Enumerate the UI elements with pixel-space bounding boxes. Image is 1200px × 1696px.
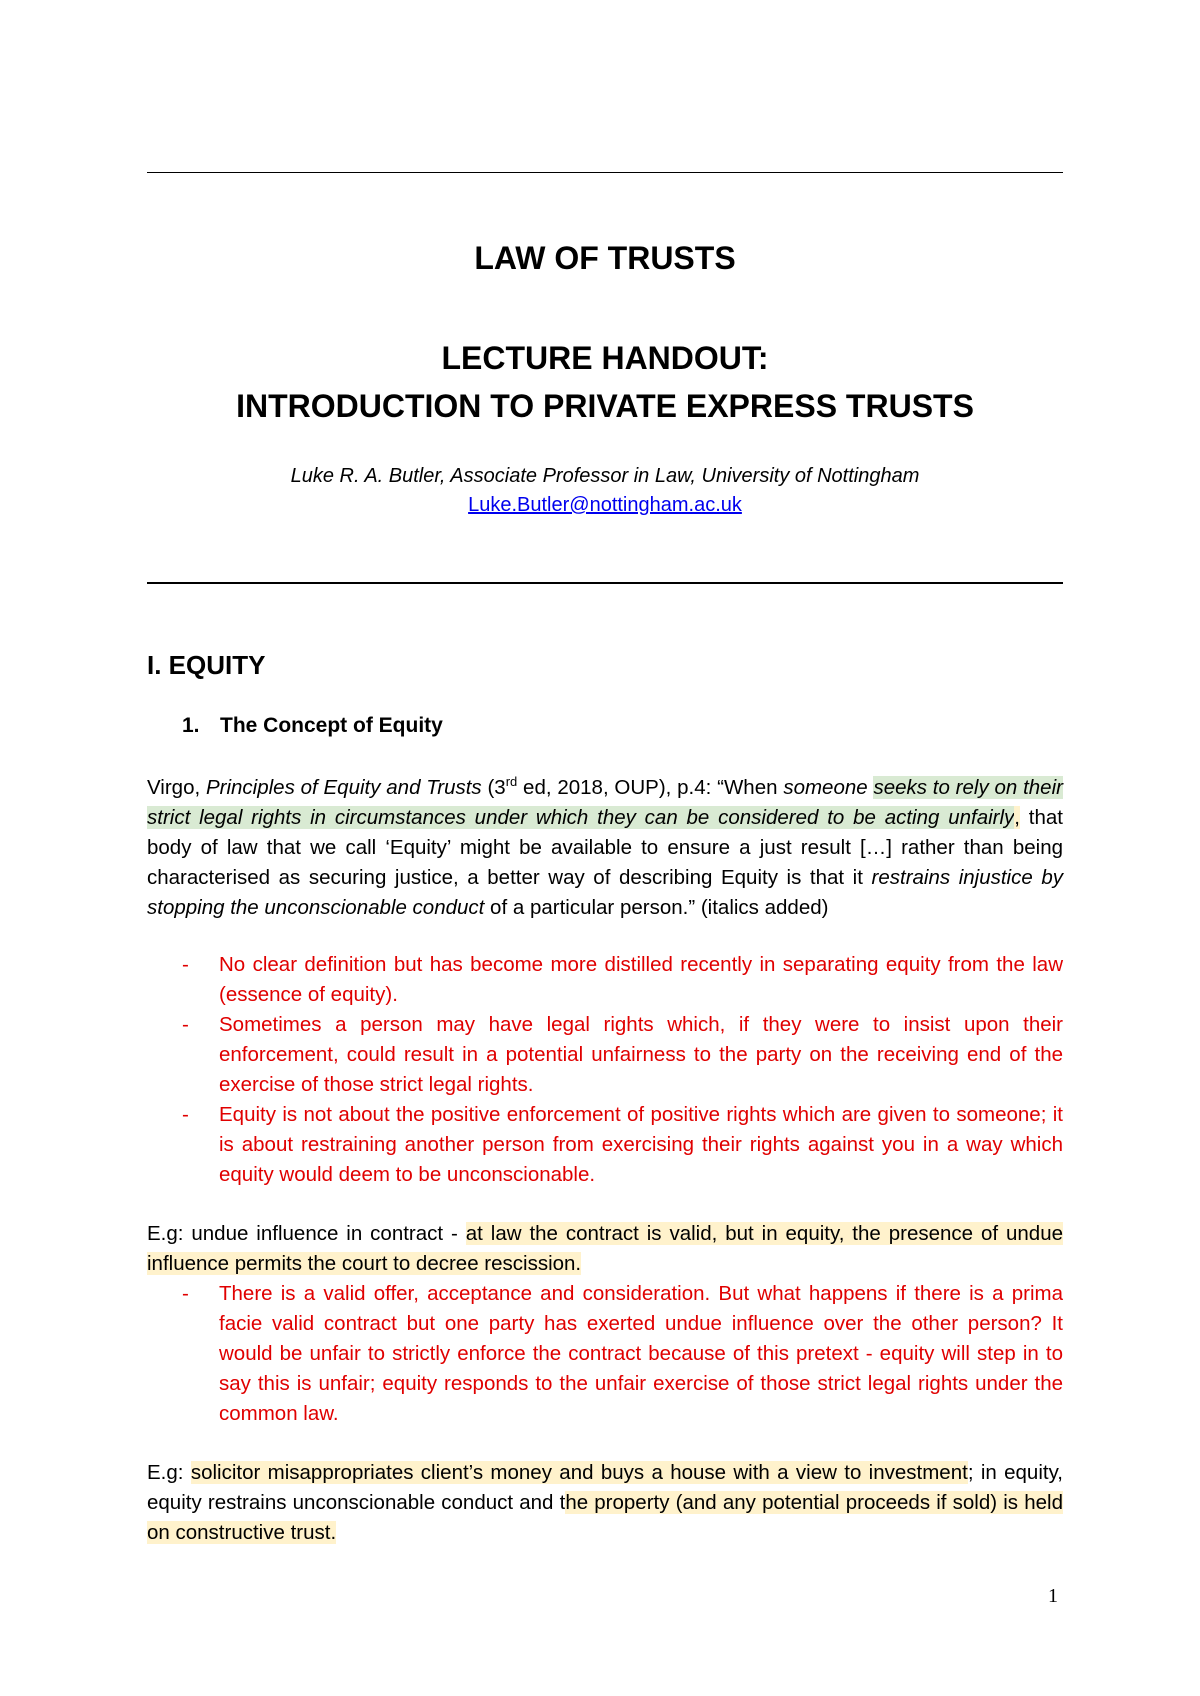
header-bottom-rule — [147, 582, 1063, 584]
document-subtitle-line2: INTRODUCTION TO PRIVATE EXPRESS TRUSTS — [236, 388, 974, 424]
author-email-wrap — [147, 494, 1063, 517]
highlight-yellow: solicitor misappropriates client’s money and buys a house with a view to investment — [190, 1461, 968, 1484]
undue-influence-notes-list — [182, 1279, 1063, 1429]
list-item: - No clear definition but has become more distilled recently in separating equity from the law (essence of equity). — [182, 950, 1063, 1010]
bullet-dash: - — [182, 953, 189, 976]
document-title: LAW OF TRUSTS — [474, 240, 736, 276]
document-subtitle-line1: LECTURE HANDOUT: — [441, 340, 769, 376]
highlight-yellow: he property (and any potential proceeds if sold) is held on constructive trust. — [147, 1491, 1063, 1544]
list-item: - There is a valid offer, acceptance and consideration. But what happens if there is a prima facie valid contract but one party has exerted undue influence over the other person? It would be unfair to strictly enforce the contract because of this pretext - equity will step in to say this is unfair; equity responds to the unfair exercise of those strict legal rights under the common law. — [182, 1279, 1063, 1429]
virgo-quote-paragraph: Virgo, Principles of Equity and Trusts (3rd ed, 2018, OUP), p.4: “When someone seeks to rely on their strict legal rights in circumstances under which they can be considered to be acting unfairly, that body of law that we call ‘Equity’ might be available to ensure a just result […] rather than being characterised as securing justice, a better way of describing Equity is that it restrains injustice by stopping the unconscionable conduct of a particular person.” (italics added) — [147, 774, 1063, 919]
section-heading: I. EQUITY — [147, 650, 266, 680]
bullet-dash: - — [182, 1013, 189, 1036]
list-item: - Equity is not about the positive enforcement of positive rights which are given to someone; it is about restraining another person from exercising their rights against you in a way which equity would deem to be unconscionable. — [182, 1100, 1063, 1190]
subsection-heading — [182, 714, 443, 738]
highlight-green: seeks to rely on their strict legal rights in circumstances under which they can be considered to be acting unfairly — [147, 776, 1063, 829]
list-item: - Sometimes a person may have legal rights which, if they were to insist upon their enforcement, could result in a potential unfairness to the party on the receiving end of the exercise of those strict legal rights. — [182, 1010, 1063, 1100]
author-line: Luke R. A. Butler, Associate Professor in Law, University of Nottingham — [290, 465, 920, 487]
page-number: 1 — [1048, 1585, 1058, 1607]
subsection-number: 1. — [182, 714, 200, 737]
bullet-dash: - — [182, 1103, 189, 1126]
bullet-dash: - — [182, 1282, 189, 1305]
highlight-yellow: , — [1014, 806, 1020, 829]
equity-notes-list — [182, 950, 1063, 1190]
author-email-link[interactable]: Luke.Butler@nottingham.ac.uk — [468, 494, 742, 516]
top-rule — [147, 172, 1063, 173]
example-undue-influence: E.g: undue influence in contract - at law the contract is valid, but in equity, the presence of undue influence permits the court to decree rescission. — [147, 1222, 1063, 1275]
example-solicitor: E.g: solicitor misappropriates client’s money and buys a house with a view to investment; in equity, equity restrains unconscionable conduct and the property (and any potential proceeds if sold) is held on constructive trust. — [147, 1461, 1064, 1544]
subsection-title: The Concept of Equity — [220, 714, 443, 737]
highlight-yellow: at law the contract is valid, but in equity, the presence of undue influence permits the court to decree rescission. — [147, 1222, 1063, 1275]
